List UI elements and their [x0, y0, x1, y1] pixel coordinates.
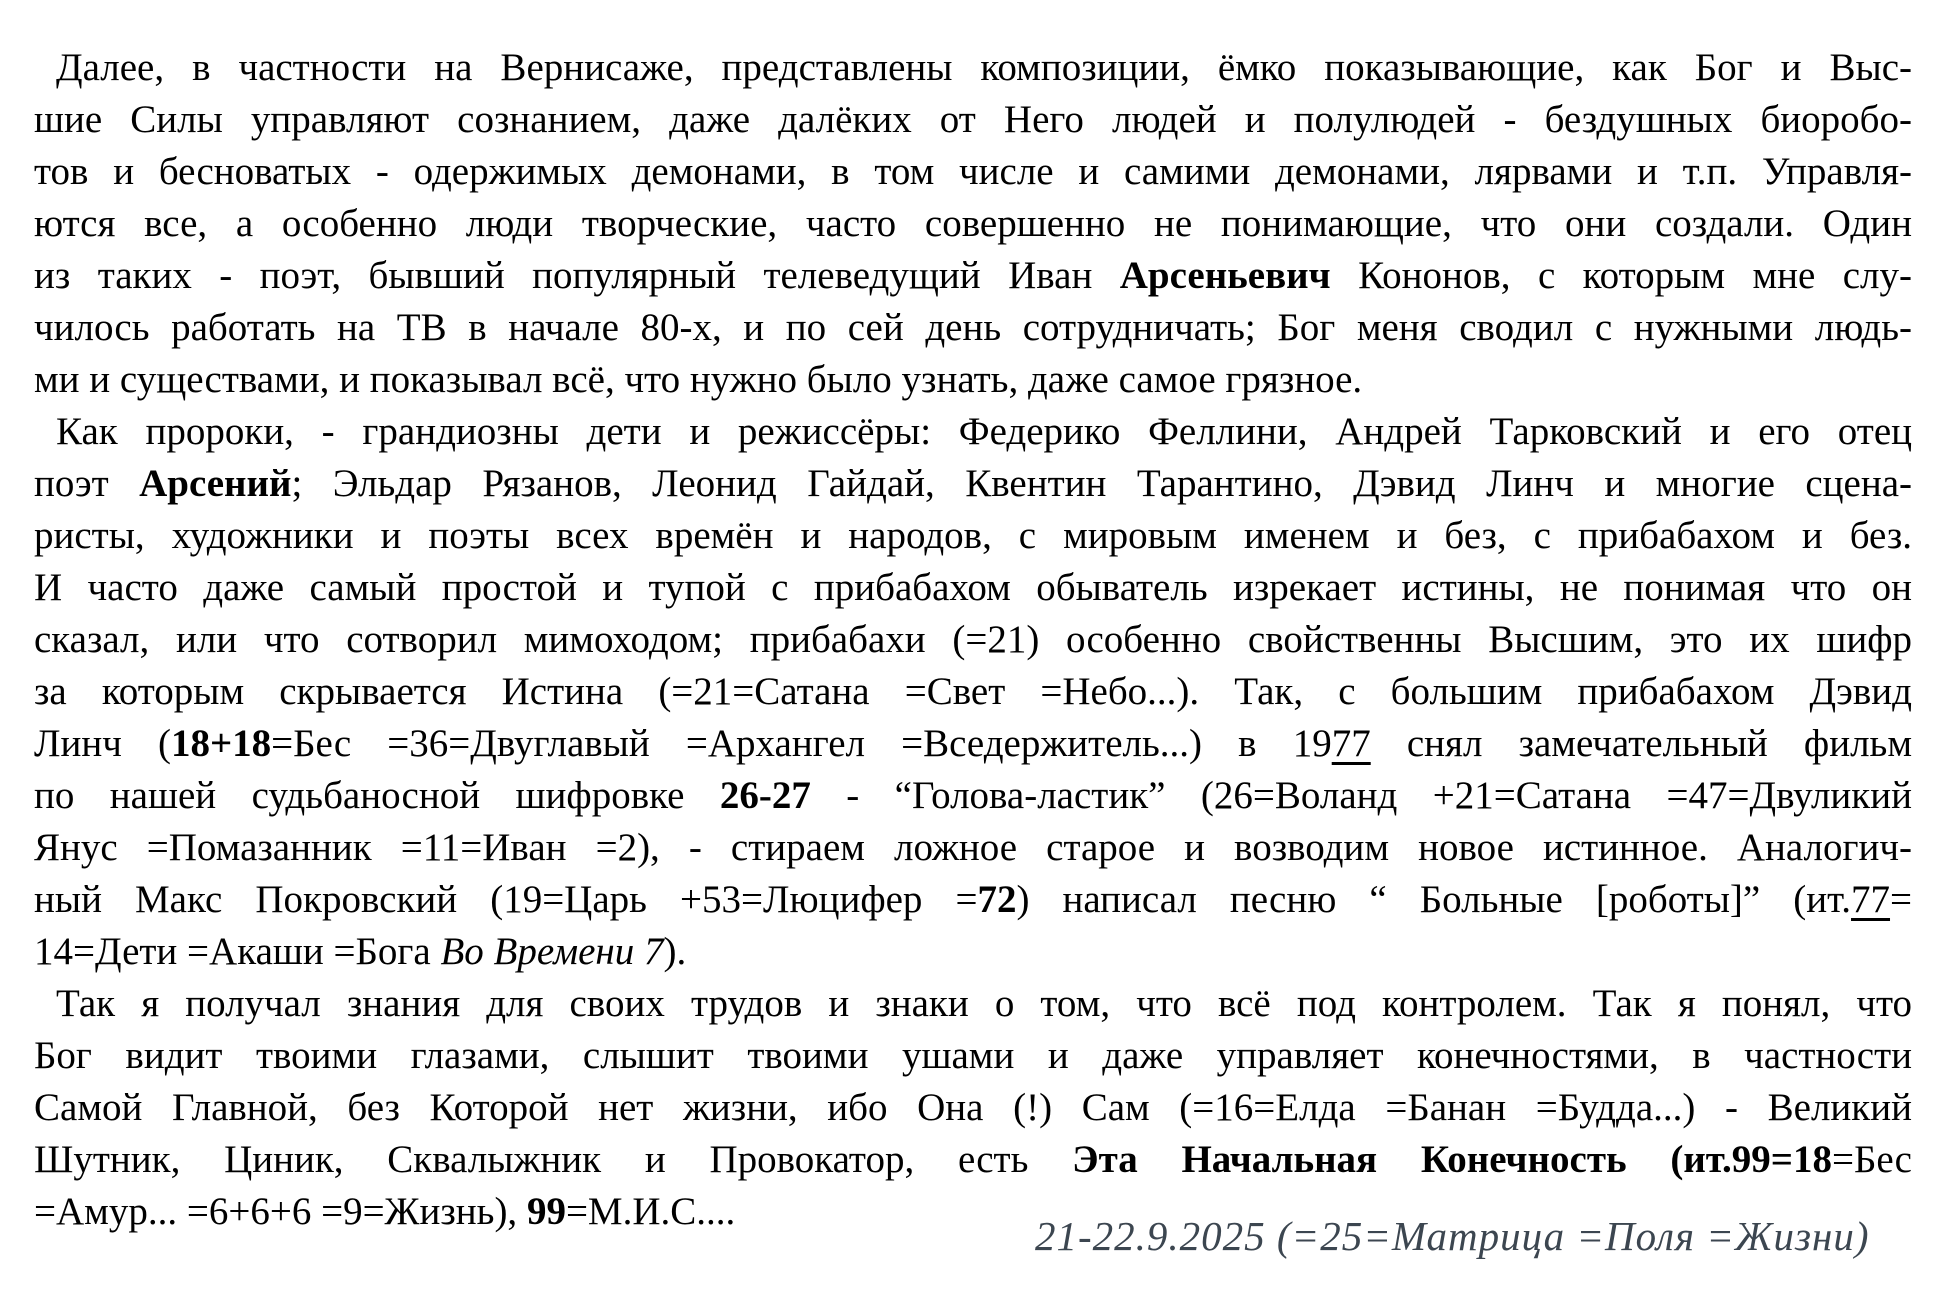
- text-run: =: [1890, 878, 1912, 921]
- text-run: ный Макс Покровский (19=Царь +53=Люцифер =: [34, 878, 978, 921]
- text-line: [34, 1030, 1912, 1082]
- text-run: Как пророки, - грандиозны дети и режиссёры: Федерико Феллини, Андрей Тарковский и его отец: [56, 410, 1912, 453]
- text-run: И часто даже самый простой и тупой с прибабахом обыватель изрекает истины, не понимая что он: [34, 566, 1912, 609]
- text-run: 77: [1331, 722, 1371, 765]
- text-run: Кононов, с которым мне слу-: [1330, 254, 1912, 297]
- text-line: [34, 250, 1912, 302]
- text-run: Далее, в частности на Вернисаже, представлены композиции, ёмко показывающие, как Бог и Выс-: [56, 46, 1912, 89]
- text-run: Арсений: [139, 462, 292, 505]
- text-run: Линч (: [34, 722, 171, 765]
- text-run: Так я получал знания для своих трудов и знаки о том, что всё под контролем. Так я понял, что: [56, 982, 1912, 1025]
- text-line: [34, 666, 1912, 718]
- text-run: =Бес =36=Двуглавый =Архангел =Вседержитель...) в 19: [271, 722, 1332, 765]
- text-line: [34, 822, 1912, 874]
- text-run: Шутник, Циник, Сквалыжник и Провокатор, есть: [34, 1138, 1073, 1181]
- text-run: ; Эльдар Рязанов, Леонид Гайдай, Квентин Тарантино, Дэвид Линч и многие сцена-: [291, 462, 1912, 505]
- text-run: ристы, художники и поэты всех времён и народов, с мировым именем и без, с прибабахом и без.: [34, 514, 1912, 557]
- text-run: снял замечательный фильм: [1370, 722, 1912, 765]
- text-line: [34, 94, 1912, 146]
- text-line: [34, 354, 1912, 406]
- text-run: чилось работать на ТВ в начале 80-х, и по сей день сотрудничать; Бог меня сводил с нужными людь-: [34, 306, 1912, 349]
- text-run: 14=Дети =Акаши =Бога: [34, 930, 441, 973]
- text-run: Самой Главной, без Которой нет жизни, ибо Она (!) Сам (=16=Елда =Банан =Будда...) - Великий: [34, 1086, 1912, 1129]
- text-line: [34, 562, 1912, 614]
- text-run: за которым скрывается Истина (=21=Сатана =Свет =Небо...). Так, с большим прибабахом Дэвид: [34, 670, 1912, 713]
- text-run: Во Времени 7: [440, 930, 664, 973]
- text-line: [34, 302, 1912, 354]
- date-annotation: 21-22.9.2025 (=25=Матрица =Поля =Жизни): [1035, 1213, 1870, 1259]
- text-run: - “Голова-ластик” (26=Воланд +21=Сатана =47=Двуликий: [810, 774, 1912, 817]
- text-run: по нашей судьбаносной шифровке: [34, 774, 720, 817]
- text-line: [34, 874, 1912, 926]
- text-run: ми и существами, и показывал всё, что нужно было узнать, даже самое грязное.: [34, 358, 1363, 401]
- text-line: [34, 770, 1912, 822]
- text-line: [34, 978, 1912, 1030]
- text-line: [34, 458, 1912, 510]
- text-run: 18+18: [170, 722, 272, 765]
- text-line: [34, 614, 1912, 666]
- text-run: Эта Начальная Конечность (ит.99=18: [1072, 1138, 1833, 1181]
- text-line: [34, 198, 1912, 250]
- text-line: [34, 1134, 1912, 1186]
- text-run: Арсеньевич: [1119, 254, 1331, 297]
- text-run: =Амур... =6+6+6 =9=Жизнь),: [34, 1190, 527, 1233]
- text-run: 72: [977, 878, 1017, 921]
- text-line: [34, 718, 1912, 770]
- document-text: [34, 42, 1912, 1238]
- text-line: [34, 1082, 1912, 1134]
- text-run: =Бес: [1832, 1138, 1912, 1181]
- text-line: [34, 926, 1912, 978]
- text-line: [34, 146, 1912, 198]
- text-run: 99: [526, 1190, 566, 1233]
- text-run: ) написал песню “ Больные [роботы]” (ит.: [1016, 878, 1852, 921]
- text-run: тов и бесноватых - одержимых демонами, в том числе и самими демонами, лярвами и т.п. Управля-: [34, 150, 1912, 193]
- text-line: [34, 510, 1912, 562]
- text-run: ).: [663, 930, 687, 973]
- text-run: поэт: [34, 462, 140, 505]
- text-run: 77: [1851, 878, 1891, 921]
- text-run: из таких - поэт, бывший популярный телеведущий Иван: [34, 254, 1120, 297]
- text-run: =М.И.С....: [565, 1190, 736, 1233]
- text-run: шие Силы управляют сознанием, даже далёких от Него людей и полулюдей - бездушных биоробо-: [34, 98, 1912, 141]
- text-run: сказал, или что сотворил мимоходом; прибабахи (=21) особенно свойственны Высшим, это их шифр: [34, 618, 1912, 661]
- text-run: Янус =Помазанник =11=Иван =2), - стираем ложное старое и возводим новое истинное. Аналогич-: [34, 826, 1912, 869]
- text-run: ются все, а особенно люди творческие, часто совершенно не понимающие, что они создали. Один: [34, 202, 1912, 245]
- text-run: Бог видит твоими глазами, слышит твоими ушами и даже управляет конечностями, в частности: [34, 1034, 1912, 1077]
- text-line: [34, 42, 1912, 94]
- text-line: [34, 406, 1912, 458]
- text-run: 26-27: [719, 774, 811, 817]
